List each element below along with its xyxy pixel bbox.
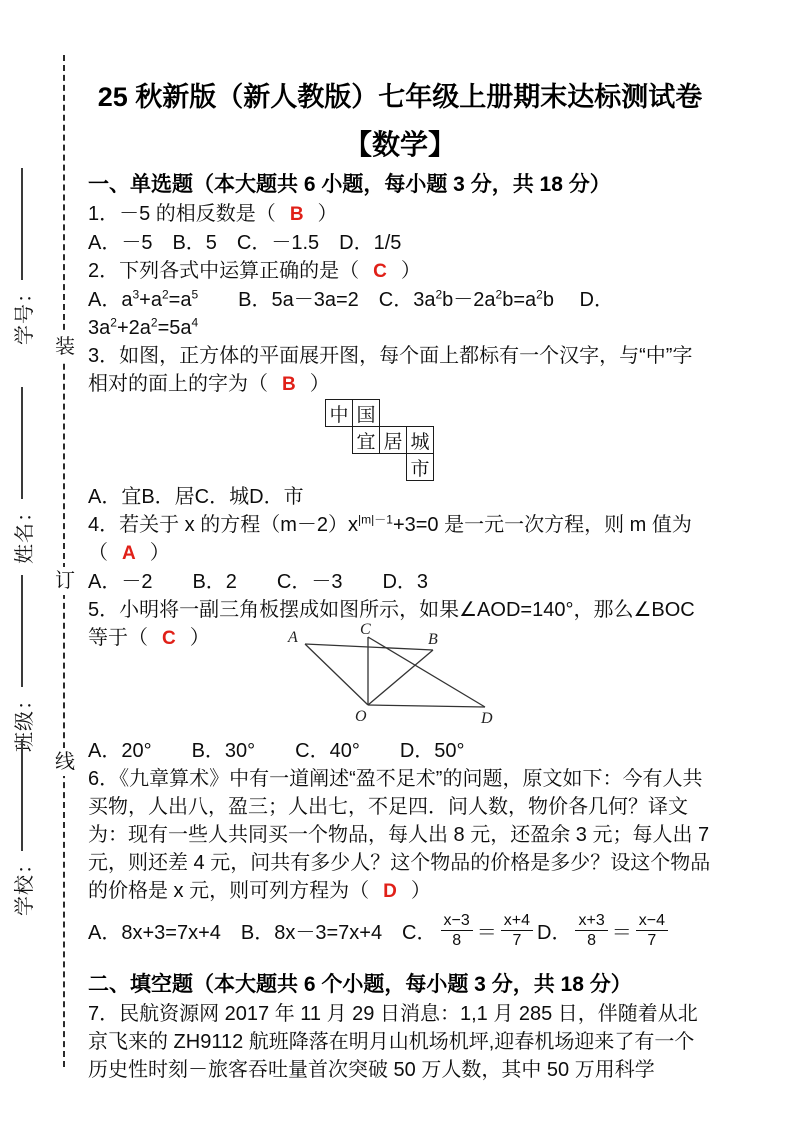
figure-point-b-label: B	[428, 631, 438, 648]
field-name	[9, 386, 35, 564]
field-student-id-label: 学号：	[13, 282, 36, 345]
question-4-stem: 4．若关于 x 的方程$(m-2)x^{|m|-1}+3=0$ 是一元一次方程，则 m 值为（ A ）	[88, 512, 692, 564]
binding-char-zhuang: 装	[52, 333, 78, 361]
field-class	[9, 574, 35, 752]
paper-content	[88, 0, 715, 1084]
field-class-label: 班级：	[13, 689, 36, 752]
exponent: 2	[110, 315, 117, 330]
answer-letter: C	[373, 261, 387, 282]
section-1-heading: 一、单选题（本大题共 6 小题，每小题 3 分，共 18 分）	[88, 173, 611, 196]
question-6-stem: 6．《九章算术》中有一道阐述“盈不足术”的问题，原文如下：今有人共买物，人出八，盈三；人出七，不足四．问人数，物价各几何？译文为：现有一些人共同买一个物品，每人出 8 元，还盈余 3 元；每人出 7 元，则还差 4 元，问共有多少人？这个物品的价格是多少？设这个物品的价格是 x 元，则可列方程为（ D ）	[88, 768, 715, 902]
exponent: |m|－1	[358, 512, 393, 527]
field-school-blank	[21, 739, 23, 851]
question-3-options: A．宜B．居C．城D．市	[88, 486, 304, 508]
figure-point-c-label: C	[360, 622, 371, 638]
question-1-options: A．－5 B．5 C．－1.5 D．1/5	[88, 232, 402, 254]
question-5-options: A．20° B．30° C．40° D．50°	[88, 740, 465, 762]
figure-point-a-label: A	[288, 629, 298, 646]
question-1-stem: 1．－5 的相反数是（ B ）	[88, 203, 338, 225]
field-school-label: 学校：	[13, 853, 36, 916]
question-2-options: A．$a^3+a^2=a^5$ B．5a－3a=2 C．$3a^2b-2a^2b=a^2b$ D．$3a^2+2a^2=5a^4$	[88, 287, 614, 339]
cube-net-figure	[325, 399, 461, 483]
net-cell: 宜	[352, 426, 380, 454]
answer-letter: B	[289, 204, 304, 225]
answer-letter: D	[383, 881, 397, 902]
fraction: $\frac{x-4}{7}$	[636, 911, 668, 950]
exponent: 2	[161, 287, 169, 302]
exponent: 2	[536, 287, 543, 302]
field-class-blank	[21, 575, 23, 687]
figure-point-d-label: D	[481, 710, 493, 727]
net-cell: 中	[325, 399, 353, 427]
triangle-rulers-figure	[278, 622, 518, 734]
exponent: 2	[150, 315, 158, 330]
net-cell: 国	[352, 399, 380, 427]
figure-point-o-label: O	[355, 708, 367, 725]
exponent: 2	[495, 287, 503, 302]
binding-dashed-line	[63, 55, 65, 1067]
question-4-options: A．－2 B．2 C．－3 D．3	[88, 571, 429, 593]
net-cell: 市	[406, 453, 434, 481]
field-student-id	[9, 167, 35, 345]
field-student-id-blank	[21, 168, 23, 280]
exponent: 2	[435, 287, 443, 302]
subject-title: 【数学】	[343, 129, 456, 160]
answer-letter: A	[122, 543, 136, 564]
net-cell: 居	[379, 426, 407, 454]
answer-letter: C	[162, 628, 176, 649]
exponent: 5	[191, 287, 199, 302]
field-school	[9, 738, 35, 916]
question-2-stem: 2．下列各式中运算正确的是（ C ）	[88, 260, 421, 282]
section-2-heading: 二、填空题（本大题共 6 个小题，每小题 3 分，共 18 分）	[88, 973, 632, 996]
field-name-label: 姓名：	[13, 501, 36, 564]
fraction: $\frac{x-3}{8}$	[441, 911, 473, 950]
binding-char-xian: 线	[52, 748, 78, 776]
question-6-options: A．8x+3=7x+4 B．8x－3=7x+4 C． $\frac{x-3}{8}$ ＝ $\frac{x+4}{7}$ D． $\frac{x+3}{8}$ ＝ $\frac{x-4}{7}$	[88, 906, 712, 954]
question-5-stem: 5．小明将一副三角板摆成如图所示，如果∠AOD=140°，那么∠BOC 等于（ C ）	[88, 599, 701, 649]
question-3-stem: 3．如图，正方体的平面展开图，每个面上都标有一个汉字，与“中”字相对的面上的字为（ B ）	[88, 345, 693, 395]
question-7-text: 7．民航资源网 2017 年 11 月 29 日消息：1,1 月 285 日，伴随着从北京飞来的 ZH9112 航班降落在明月山机场机坪,迎春机场迎来了有一个历史性时刻－旅客吞吐量首次突破 50 万人数，其中 50 万用科学	[88, 1003, 698, 1081]
exponent: 4	[191, 315, 199, 330]
answer-letter: B	[282, 374, 296, 395]
page-title: 25 秋新版（新人教版）七年级上册期末达标测试卷	[97, 82, 703, 112]
exponent: 3	[132, 287, 140, 302]
field-name-blank	[21, 387, 23, 499]
question-5	[88, 596, 712, 737]
net-cell: 城	[406, 426, 434, 454]
fraction: $\frac{x+4}{7}$	[501, 911, 533, 950]
binding-char-ding: 订	[52, 567, 78, 595]
fraction: $\frac{x+3}{8}$	[575, 911, 607, 950]
